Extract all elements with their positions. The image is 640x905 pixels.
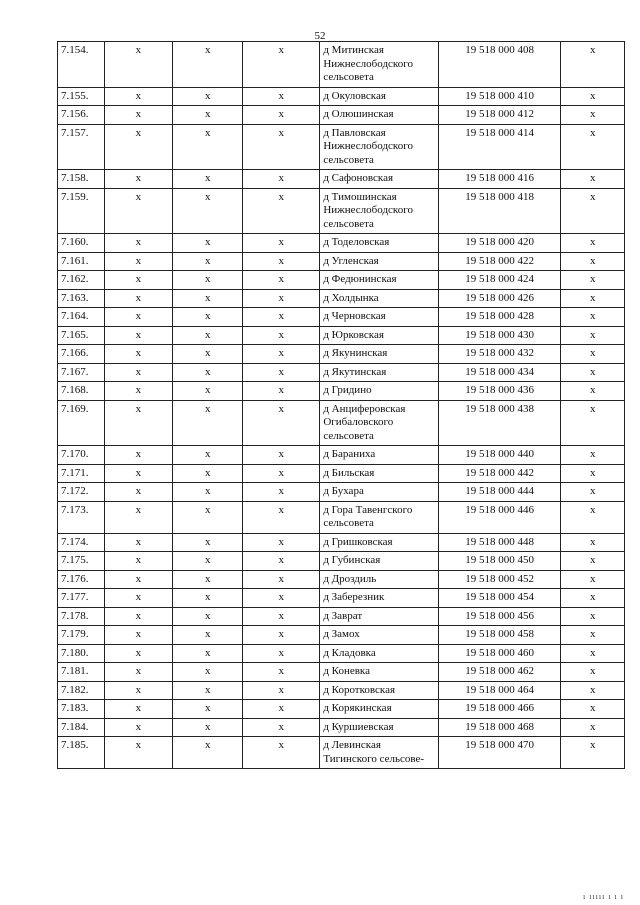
table-row — [58, 570, 625, 589]
mark-cell: x — [561, 271, 625, 290]
mark-cell: x — [104, 42, 173, 88]
okato-code-cell: 19 518 000 412 — [438, 106, 561, 125]
mark-cell: x — [173, 663, 243, 682]
settlement-name-cell: д Окуловская — [320, 87, 438, 106]
mark-cell: x — [104, 234, 173, 253]
table-row — [58, 464, 625, 483]
okato-code-cell: 19 518 000 426 — [438, 289, 561, 308]
mark-cell: x — [243, 552, 320, 571]
okato-code-cell: 19 518 000 454 — [438, 589, 561, 608]
settlement-name-cell: д Замох — [320, 626, 438, 645]
mark-cell: x — [561, 42, 625, 88]
mark-cell: x — [561, 363, 625, 382]
settlement-name-cell: д Заврат — [320, 607, 438, 626]
mark-cell: x — [104, 700, 173, 719]
mark-cell: x — [243, 607, 320, 626]
row-number-cell: 7.184. — [58, 718, 105, 737]
okato-code-cell: 19 518 000 446 — [438, 501, 561, 533]
table-row — [58, 234, 625, 253]
table-row — [58, 289, 625, 308]
mark-cell: x — [243, 570, 320, 589]
mark-cell: x — [561, 552, 625, 571]
row-number-cell: 7.170. — [58, 446, 105, 465]
okato-code-cell: 19 518 000 462 — [438, 663, 561, 682]
mark-cell: x — [561, 308, 625, 327]
mark-cell: x — [173, 289, 243, 308]
mark-cell: x — [243, 400, 320, 446]
mark-cell: x — [243, 501, 320, 533]
settlement-name-cell: д Гора Тавенгского сельсовета — [320, 501, 438, 533]
mark-cell: x — [243, 326, 320, 345]
row-number-cell: 7.167. — [58, 363, 105, 382]
okato-code-cell: 19 518 000 448 — [438, 533, 561, 552]
mark-cell: x — [173, 106, 243, 125]
mark-cell: x — [243, 42, 320, 88]
mark-cell: x — [104, 718, 173, 737]
mark-cell: x — [104, 644, 173, 663]
mark-cell: x — [561, 106, 625, 125]
page-number: 52 — [314, 30, 326, 42]
settlement-name-cell: д Гридино — [320, 382, 438, 401]
mark-cell: x — [561, 607, 625, 626]
mark-cell: x — [173, 533, 243, 552]
mark-cell: x — [104, 446, 173, 465]
table-row — [58, 42, 625, 88]
mark-cell: x — [173, 700, 243, 719]
table-row — [58, 681, 625, 700]
row-number-cell: 7.164. — [58, 308, 105, 327]
settlement-name-cell: д Бильская — [320, 464, 438, 483]
mark-cell: x — [104, 170, 173, 189]
mark-cell: x — [104, 501, 173, 533]
okato-code-cell: 19 518 000 414 — [438, 124, 561, 170]
settlement-name-cell: д Сафоновская — [320, 170, 438, 189]
mark-cell: x — [561, 533, 625, 552]
mark-cell: x — [243, 644, 320, 663]
row-number-cell: 7.160. — [58, 234, 105, 253]
mark-cell: x — [104, 87, 173, 106]
settlement-registry-table — [57, 41, 625, 769]
mark-cell: x — [104, 570, 173, 589]
settlement-name-cell: д Заберезник — [320, 589, 438, 608]
table-row — [58, 252, 625, 271]
okato-code-cell: 19 518 000 442 — [438, 464, 561, 483]
mark-cell: x — [173, 345, 243, 364]
row-number-cell: 7.177. — [58, 589, 105, 608]
settlement-name-cell: д Черновская — [320, 308, 438, 327]
settlement-name-cell: д Якунинская — [320, 345, 438, 364]
table-row — [58, 607, 625, 626]
mark-cell: x — [104, 464, 173, 483]
row-number-cell: 7.176. — [58, 570, 105, 589]
mark-cell: x — [243, 700, 320, 719]
mark-cell: x — [561, 501, 625, 533]
table-row — [58, 589, 625, 608]
mark-cell: x — [243, 124, 320, 170]
row-number-cell: 7.159. — [58, 188, 105, 234]
mark-cell: x — [561, 589, 625, 608]
mark-cell: x — [561, 289, 625, 308]
settlement-name-cell: д Холдынка — [320, 289, 438, 308]
mark-cell: x — [561, 483, 625, 502]
okato-code-cell: 19 518 000 466 — [438, 700, 561, 719]
mark-cell: x — [104, 188, 173, 234]
table-row — [58, 382, 625, 401]
row-number-cell: 7.169. — [58, 400, 105, 446]
okato-code-cell: 19 518 000 460 — [438, 644, 561, 663]
mark-cell: x — [243, 382, 320, 401]
mark-cell: x — [104, 400, 173, 446]
mark-cell: x — [104, 289, 173, 308]
settlement-name-cell: д Тоделовская — [320, 234, 438, 253]
mark-cell: x — [243, 663, 320, 682]
table-row — [58, 644, 625, 663]
mark-cell: x — [243, 363, 320, 382]
mark-cell: x — [561, 570, 625, 589]
table-row — [58, 170, 625, 189]
mark-cell: x — [173, 737, 243, 769]
mark-cell: x — [104, 345, 173, 364]
row-number-cell: 7.163. — [58, 289, 105, 308]
mark-cell: x — [104, 681, 173, 700]
mark-cell: x — [243, 345, 320, 364]
mark-cell: x — [104, 663, 173, 682]
mark-cell: x — [104, 607, 173, 626]
settlement-name-cell: д Куршиевская — [320, 718, 438, 737]
mark-cell: x — [173, 644, 243, 663]
mark-cell: x — [173, 570, 243, 589]
table-row — [58, 501, 625, 533]
okato-code-cell: 19 518 000 470 — [438, 737, 561, 769]
mark-cell: x — [173, 552, 243, 571]
settlement-name-cell: д Олюшинская — [320, 106, 438, 125]
mark-cell: x — [561, 382, 625, 401]
mark-cell: x — [104, 382, 173, 401]
table-body — [58, 42, 625, 769]
mark-cell: x — [104, 326, 173, 345]
row-number-cell: 7.183. — [58, 700, 105, 719]
settlement-name-cell: д Дроздиль — [320, 570, 438, 589]
okato-code-cell: 19 518 000 418 — [438, 188, 561, 234]
table-row — [58, 663, 625, 682]
mark-cell: x — [561, 681, 625, 700]
mark-cell: x — [173, 607, 243, 626]
settlement-name-cell: д Левинская Тигинского сельсове- — [320, 737, 438, 769]
row-number-cell: 7.179. — [58, 626, 105, 645]
settlement-name-cell: д Якутинская — [320, 363, 438, 382]
mark-cell: x — [173, 308, 243, 327]
okato-code-cell: 19 518 000 438 — [438, 400, 561, 446]
row-number-cell: 7.182. — [58, 681, 105, 700]
okato-code-cell: 19 518 000 408 — [438, 42, 561, 88]
settlement-name-cell: д Бараниха — [320, 446, 438, 465]
settlement-name-cell: д Корякинская — [320, 700, 438, 719]
mark-cell: x — [173, 234, 243, 253]
row-number-cell: 7.168. — [58, 382, 105, 401]
mark-cell: x — [561, 446, 625, 465]
mark-cell: x — [561, 737, 625, 769]
table-row — [58, 718, 625, 737]
table-row — [58, 345, 625, 364]
mark-cell: x — [243, 737, 320, 769]
mark-cell: x — [173, 188, 243, 234]
okato-code-cell: 19 518 000 420 — [438, 234, 561, 253]
mark-cell: x — [104, 626, 173, 645]
settlement-name-cell: д Павловская Нижнеслободского сельсовета — [320, 124, 438, 170]
row-number-cell: 7.171. — [58, 464, 105, 483]
mark-cell: x — [173, 483, 243, 502]
okato-code-cell: 19 518 000 450 — [438, 552, 561, 571]
settlement-name-cell: д Губинская — [320, 552, 438, 571]
row-number-cell: 7.162. — [58, 271, 105, 290]
table-row — [58, 483, 625, 502]
mark-cell: x — [104, 271, 173, 290]
mark-cell: x — [561, 700, 625, 719]
table-row — [58, 446, 625, 465]
mark-cell: x — [561, 170, 625, 189]
settlement-name-cell: д Анциферовская Огибаловского сельсовета — [320, 400, 438, 446]
row-number-cell: 7.175. — [58, 552, 105, 571]
mark-cell: x — [561, 252, 625, 271]
row-number-cell: 7.165. — [58, 326, 105, 345]
mark-cell: x — [173, 464, 243, 483]
mark-cell: x — [561, 718, 625, 737]
table-row — [58, 124, 625, 170]
mark-cell: x — [104, 552, 173, 571]
mark-cell: x — [243, 170, 320, 189]
mark-cell: x — [561, 124, 625, 170]
okato-code-cell: 19 518 000 410 — [438, 87, 561, 106]
mark-cell: x — [243, 718, 320, 737]
mark-cell: x — [173, 501, 243, 533]
mark-cell: x — [243, 234, 320, 253]
settlement-name-cell: д Гришковская — [320, 533, 438, 552]
mark-cell: x — [173, 446, 243, 465]
settlement-name-cell: д Федюнинская — [320, 271, 438, 290]
table-row — [58, 363, 625, 382]
mark-cell: x — [173, 326, 243, 345]
row-number-cell: 7.172. — [58, 483, 105, 502]
okato-code-cell: 19 518 000 434 — [438, 363, 561, 382]
table-row — [58, 400, 625, 446]
mark-cell: x — [104, 483, 173, 502]
okato-code-cell: 19 518 000 428 — [438, 308, 561, 327]
table-row — [58, 737, 625, 769]
row-number-cell: 7.181. — [58, 663, 105, 682]
row-number-cell: 7.178. — [58, 607, 105, 626]
mark-cell: x — [561, 188, 625, 234]
row-number-cell: 7.158. — [58, 170, 105, 189]
mark-cell: x — [104, 252, 173, 271]
okato-code-cell: 19 518 000 468 — [438, 718, 561, 737]
mark-cell: x — [243, 681, 320, 700]
mark-cell: x — [243, 464, 320, 483]
mark-cell: x — [561, 663, 625, 682]
mark-cell: x — [104, 124, 173, 170]
mark-cell: x — [243, 106, 320, 125]
mark-cell: x — [173, 589, 243, 608]
row-number-cell: 7.185. — [58, 737, 105, 769]
settlement-name-cell: д Кладовка — [320, 644, 438, 663]
mark-cell: x — [173, 681, 243, 700]
okato-code-cell: 19 518 000 456 — [438, 607, 561, 626]
mark-cell: x — [243, 483, 320, 502]
mark-cell: x — [243, 533, 320, 552]
row-number-cell: 7.156. — [58, 106, 105, 125]
mark-cell: x — [243, 308, 320, 327]
mark-cell: x — [173, 252, 243, 271]
scan-marks: ı ııııı ı ı ı — [582, 892, 624, 901]
row-number-cell: 7.173. — [58, 501, 105, 533]
row-number-cell: 7.155. — [58, 87, 105, 106]
okato-code-cell: 19 518 000 452 — [438, 570, 561, 589]
okato-code-cell: 19 518 000 464 — [438, 681, 561, 700]
mark-cell: x — [173, 363, 243, 382]
table-row — [58, 700, 625, 719]
mark-cell: x — [104, 533, 173, 552]
table-row — [58, 308, 625, 327]
okato-code-cell: 19 518 000 436 — [438, 382, 561, 401]
mark-cell: x — [173, 87, 243, 106]
mark-cell: x — [561, 87, 625, 106]
row-number-cell: 7.180. — [58, 644, 105, 663]
settlement-name-cell: д Юрковская — [320, 326, 438, 345]
mark-cell: x — [173, 170, 243, 189]
table-row — [58, 87, 625, 106]
okato-code-cell: 19 518 000 430 — [438, 326, 561, 345]
settlement-name-cell: д Бухара — [320, 483, 438, 502]
okato-code-cell: 19 518 000 416 — [438, 170, 561, 189]
mark-cell: x — [173, 400, 243, 446]
table-row — [58, 271, 625, 290]
okato-code-cell: 19 518 000 424 — [438, 271, 561, 290]
mark-cell: x — [243, 271, 320, 290]
table-row — [58, 533, 625, 552]
mark-cell: x — [561, 400, 625, 446]
mark-cell: x — [104, 106, 173, 125]
mark-cell: x — [173, 382, 243, 401]
settlement-name-cell: д Угленская — [320, 252, 438, 271]
settlement-name-cell: д Коротковская — [320, 681, 438, 700]
row-number-cell: 7.157. — [58, 124, 105, 170]
mark-cell: x — [243, 626, 320, 645]
settlement-name-cell: д Митинская Нижнеслободского сельсовета — [320, 42, 438, 88]
mark-cell: x — [561, 464, 625, 483]
mark-cell: x — [243, 252, 320, 271]
settlement-name-cell: д Коневка — [320, 663, 438, 682]
table-row — [58, 326, 625, 345]
mark-cell: x — [173, 626, 243, 645]
mark-cell: x — [104, 363, 173, 382]
mark-cell: x — [104, 589, 173, 608]
table-row — [58, 552, 625, 571]
mark-cell: x — [243, 289, 320, 308]
table-row — [58, 626, 625, 645]
table-row — [58, 106, 625, 125]
table-row — [58, 188, 625, 234]
mark-cell: x — [173, 42, 243, 88]
okato-code-cell: 19 518 000 440 — [438, 446, 561, 465]
mark-cell: x — [561, 326, 625, 345]
mark-cell: x — [173, 271, 243, 290]
row-number-cell: 7.161. — [58, 252, 105, 271]
mark-cell: x — [243, 446, 320, 465]
mark-cell: x — [104, 308, 173, 327]
okato-code-cell: 19 518 000 458 — [438, 626, 561, 645]
mark-cell: x — [173, 124, 243, 170]
okato-code-cell: 19 518 000 444 — [438, 483, 561, 502]
row-number-cell: 7.154. — [58, 42, 105, 88]
mark-cell: x — [561, 644, 625, 663]
mark-cell: x — [561, 234, 625, 253]
settlement-name-cell: д Тимошинская Нижнеслободского сельсовета — [320, 188, 438, 234]
mark-cell: x — [243, 589, 320, 608]
mark-cell: x — [561, 345, 625, 364]
mark-cell: x — [561, 626, 625, 645]
mark-cell: x — [104, 737, 173, 769]
okato-code-cell: 19 518 000 432 — [438, 345, 561, 364]
okato-code-cell: 19 518 000 422 — [438, 252, 561, 271]
mark-cell: x — [243, 188, 320, 234]
mark-cell: x — [243, 87, 320, 106]
row-number-cell: 7.166. — [58, 345, 105, 364]
mark-cell: x — [173, 718, 243, 737]
row-number-cell: 7.174. — [58, 533, 105, 552]
